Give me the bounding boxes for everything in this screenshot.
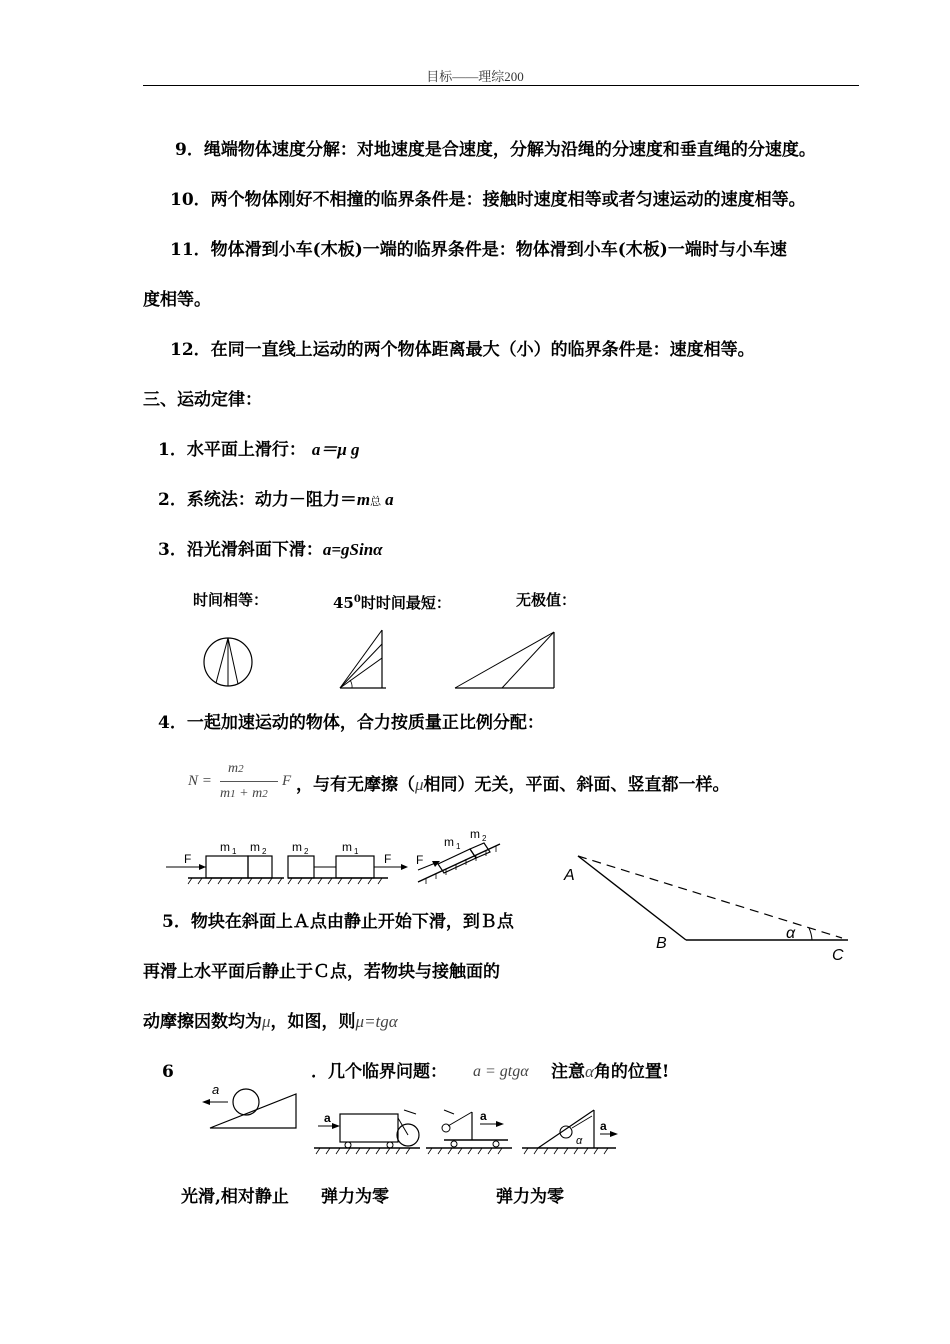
section-3-heading: 三、运动定律： bbox=[143, 390, 262, 410]
label-m1-b-sub: 1 bbox=[354, 847, 359, 856]
item-11-line-1: 11．物体滑到小车(木板)一端的临界条件是：物体滑到小车(木板)一端时与小车速 bbox=[170, 240, 787, 260]
law-2-formula-sub: 总 bbox=[370, 495, 382, 508]
item-9: 9．绳端物体速度分解：对地速度是合速度，分解为沿绳的分速度和垂直绳的分速度。 bbox=[175, 140, 816, 160]
law-6-note-alpha: α bbox=[585, 1062, 594, 1081]
law-5-text-mid: ，如图，则 bbox=[270, 1012, 356, 1032]
law-2-formula-a: a bbox=[385, 490, 394, 509]
law-2-label: 2．系统法：动力－阻力＝ bbox=[158, 490, 357, 510]
formula-num-m: m bbox=[228, 761, 239, 776]
label-C: C bbox=[832, 947, 844, 964]
law-4-text-pre: ，与有无摩擦（ bbox=[296, 775, 415, 795]
caption-equal-time: 时间相等： bbox=[193, 591, 269, 609]
caption-no-extreme: 无极值： bbox=[516, 591, 577, 609]
mass-ratio-formula bbox=[188, 761, 308, 809]
law-4-text-post: 相同）无关，平面、斜面、竖直都一样。 bbox=[423, 775, 730, 795]
label-a-2: a bbox=[324, 1111, 331, 1125]
label-a-1: a bbox=[212, 1082, 220, 1097]
law-3-label: 3．沿光滑斜面下滑： bbox=[158, 540, 323, 560]
law-3 bbox=[158, 539, 383, 561]
no-extreme-incline-figure bbox=[452, 630, 558, 692]
label-m1-c-sub: 1 bbox=[456, 842, 461, 851]
pendulum-cart-figure bbox=[424, 1104, 516, 1156]
blocks-incline-figure bbox=[414, 826, 506, 886]
caption-normal-force-zero-2: 弹力为零 bbox=[496, 1187, 564, 1207]
label-a-4: a bbox=[600, 1119, 607, 1133]
law-4-explanation bbox=[296, 774, 730, 796]
blocks-horizontal-figure bbox=[162, 832, 412, 886]
label-m2-c: m bbox=[470, 827, 480, 841]
formula-N: N = bbox=[188, 773, 212, 789]
law-6-formula: a = gtgα bbox=[473, 1063, 529, 1080]
label-m2-b: m bbox=[292, 840, 302, 854]
law-3-formula: a=gSinα bbox=[322, 540, 383, 559]
fraction-bar bbox=[220, 781, 278, 782]
45-degree-incline-figure bbox=[338, 628, 398, 692]
label-m2-b-sub: 2 bbox=[304, 847, 309, 856]
law-2 bbox=[158, 489, 394, 513]
ball-on-wedge-figure bbox=[196, 1080, 300, 1136]
law-4-mu: μ bbox=[415, 775, 424, 794]
law-1 bbox=[158, 439, 360, 461]
law-6-note-pre: 注意 bbox=[551, 1062, 585, 1082]
law-5-line-1: 5．物块在斜面上Ａ点由静止开始下滑，到Ｂ点 bbox=[162, 912, 514, 932]
law-1-label: 1．水平面上滑行： bbox=[158, 440, 306, 460]
label-F-2: F bbox=[384, 852, 392, 866]
page-header: 目标——理综200 bbox=[426, 69, 524, 84]
label-m2-a-sub: 2 bbox=[262, 847, 267, 856]
label-F-3: F bbox=[416, 853, 424, 867]
label-F-1: F bbox=[184, 852, 192, 866]
cart-ball-figure bbox=[312, 1104, 422, 1156]
law-5-line-2: 再滑上水平面后静止于Ｃ点，若物块与接触面的 bbox=[143, 962, 500, 982]
formula-den-plus: + m bbox=[235, 786, 263, 801]
label-m1-c: m bbox=[444, 835, 454, 849]
label-alpha: α bbox=[786, 925, 796, 942]
formula-numerator bbox=[228, 761, 244, 777]
label-m1-a-sub: 1 bbox=[232, 847, 237, 856]
header-rule bbox=[143, 85, 859, 86]
law-6-note-post: 角的位置! bbox=[593, 1062, 670, 1082]
item-12: 12．在同一直线上运动的两个物体距离最大（小）的临界条件是：速度相等。 bbox=[170, 340, 755, 360]
caption-45-degree bbox=[333, 589, 451, 614]
ball-incline-cart-figure bbox=[520, 1104, 620, 1156]
caption-normal-force-zero-1: 弹力为零 bbox=[321, 1187, 389, 1207]
law-5-mu: μ bbox=[262, 1012, 271, 1031]
item-11-line-2: 度相等。 bbox=[143, 290, 211, 310]
label-m1-a: m bbox=[220, 840, 230, 854]
law-5-line-3 bbox=[143, 1011, 398, 1033]
caption-45-num: 45 bbox=[333, 594, 354, 612]
law-4: 4．一起加速运动的物体，合力按质量正比例分配： bbox=[158, 713, 544, 733]
formula-denominator bbox=[220, 786, 268, 802]
label-a-3: a bbox=[480, 1109, 487, 1123]
caption-45-text: 时时间最短： bbox=[360, 594, 451, 612]
law-5-formula: μ=tgα bbox=[355, 1012, 398, 1031]
formula-den-m2-sub: 2 bbox=[262, 788, 268, 800]
law-6-label: ．几个临界问题： bbox=[311, 1062, 447, 1082]
circle-chords-figure bbox=[200, 632, 260, 692]
caption-smooth-relative-rest: 光滑,相对静止 bbox=[181, 1187, 289, 1207]
abc-slide-figure bbox=[560, 848, 860, 968]
formula-num-sub: 2 bbox=[238, 763, 244, 775]
formula-den-m1: m bbox=[220, 786, 231, 801]
label-B: B bbox=[656, 935, 667, 952]
formula-den-m1-sub: 1 bbox=[230, 788, 236, 800]
law-2-formula-m: m bbox=[356, 490, 371, 509]
law-5-text-pre: 动摩擦因数均为 bbox=[143, 1012, 262, 1032]
law-6-note bbox=[551, 1061, 669, 1083]
item-10: 10．两个物体刚好不相撞的临界条件是：接触时速度相等或者匀速运动的速度相等。 bbox=[170, 190, 806, 210]
caption-45-sup: 0 bbox=[353, 594, 361, 605]
law-1-formula: a＝μ g bbox=[311, 440, 360, 459]
law-6-number: 6 bbox=[162, 1062, 174, 1082]
formula-F: F bbox=[282, 773, 292, 789]
label-m2-c-sub: 2 bbox=[482, 834, 487, 843]
label-alpha-2: α bbox=[576, 1135, 583, 1147]
label-m1-b: m bbox=[342, 840, 352, 854]
label-m2-a: m bbox=[250, 840, 260, 854]
label-A: A bbox=[564, 867, 575, 884]
